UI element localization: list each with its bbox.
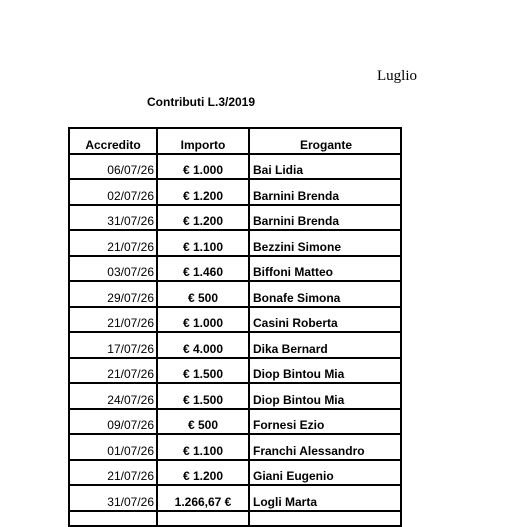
- table-row: [70, 231, 400, 257]
- cell-name: Bezzini Simone: [253, 239, 342, 254]
- table-row: [70, 308, 400, 334]
- cell-date: 31/07/26: [107, 214, 154, 228]
- cell-date: 02/07/26: [107, 188, 154, 203]
- contributions-table: [68, 127, 402, 527]
- cell-date: 01/07/26: [107, 443, 154, 458]
- document-title: Contributi L.3/2019: [147, 95, 256, 109]
- cell-amount: € 1.500: [182, 367, 224, 381]
- cell-date: 21/07/26: [107, 239, 154, 254]
- cell-date: 21/07/26: [107, 367, 154, 381]
- column-header-erogante: Erogante: [299, 137, 352, 152]
- cell-name: Fornesi Ezio: [253, 418, 325, 432]
- cell-date: 21/07/26: [107, 469, 154, 483]
- cell-name: Casini Roberta: [253, 316, 338, 330]
- column-header-accredito: Accredito: [85, 137, 141, 152]
- table-row: [70, 206, 400, 232]
- table-row: [70, 333, 400, 359]
- cell-name: Bai Lidia: [253, 163, 304, 177]
- month-label: Luglio: [377, 68, 417, 84]
- cell-amount: 1.266,67 €: [174, 494, 232, 509]
- cell-amount: € 1.200: [182, 214, 224, 228]
- table-row: [70, 410, 400, 436]
- cell-name: Biffoni Matteo: [253, 265, 333, 279]
- cell-amount: € 4.000: [182, 341, 224, 356]
- cell-name: Dika Bernard: [253, 341, 328, 356]
- cell-amount: € 1.200: [182, 469, 224, 483]
- cell-date: 06/07/26: [107, 163, 154, 177]
- table-row: [70, 180, 400, 206]
- cell-date: 03/07/26: [107, 265, 154, 279]
- cell-amount: € 1.200: [182, 188, 224, 203]
- cell-date: 31/07/26: [107, 494, 154, 509]
- cell-amount: € 1.100: [182, 239, 224, 254]
- cell-date: 17/07/26: [107, 341, 154, 356]
- cell-name: Diop Bintou Mia: [253, 367, 345, 381]
- table-header-row: [70, 129, 400, 155]
- cell-name: Barnini Brenda: [253, 214, 340, 228]
- cell-amount: € 1.460: [182, 265, 224, 279]
- table-row: [70, 282, 400, 308]
- cell-date: 21/07/26: [107, 316, 154, 330]
- cell-amount: € 500: [187, 418, 219, 432]
- cell-name: Franchi Alessandro: [253, 443, 365, 458]
- table-row: [70, 486, 400, 512]
- table-row: [70, 384, 400, 410]
- cell-date: 24/07/26: [107, 392, 154, 407]
- table-row: [70, 435, 400, 461]
- column-header-importo: Importo: [180, 137, 226, 152]
- cell-amount: € 1.000: [182, 316, 224, 330]
- cell-name: Giani Eugenio: [253, 469, 334, 483]
- table-row: [70, 155, 400, 181]
- cell-name: Barnini Brenda: [253, 188, 340, 203]
- cell-date: 09/07/26: [107, 418, 154, 432]
- table-row: [70, 257, 400, 283]
- cell-name: Diop Bintou Mia: [253, 392, 345, 407]
- cell-date: 29/07/26: [107, 290, 154, 305]
- table-row: [70, 359, 400, 385]
- cell-amount: € 1.100: [182, 443, 224, 458]
- cell-amount: € 1.500: [182, 392, 224, 407]
- table-row: [70, 461, 400, 487]
- cell-name: Logli Marta: [253, 494, 318, 509]
- cell-amount: € 500: [187, 290, 219, 305]
- cell-name: Bonafe Simona: [253, 290, 341, 305]
- cell-amount: € 1.000: [182, 163, 224, 177]
